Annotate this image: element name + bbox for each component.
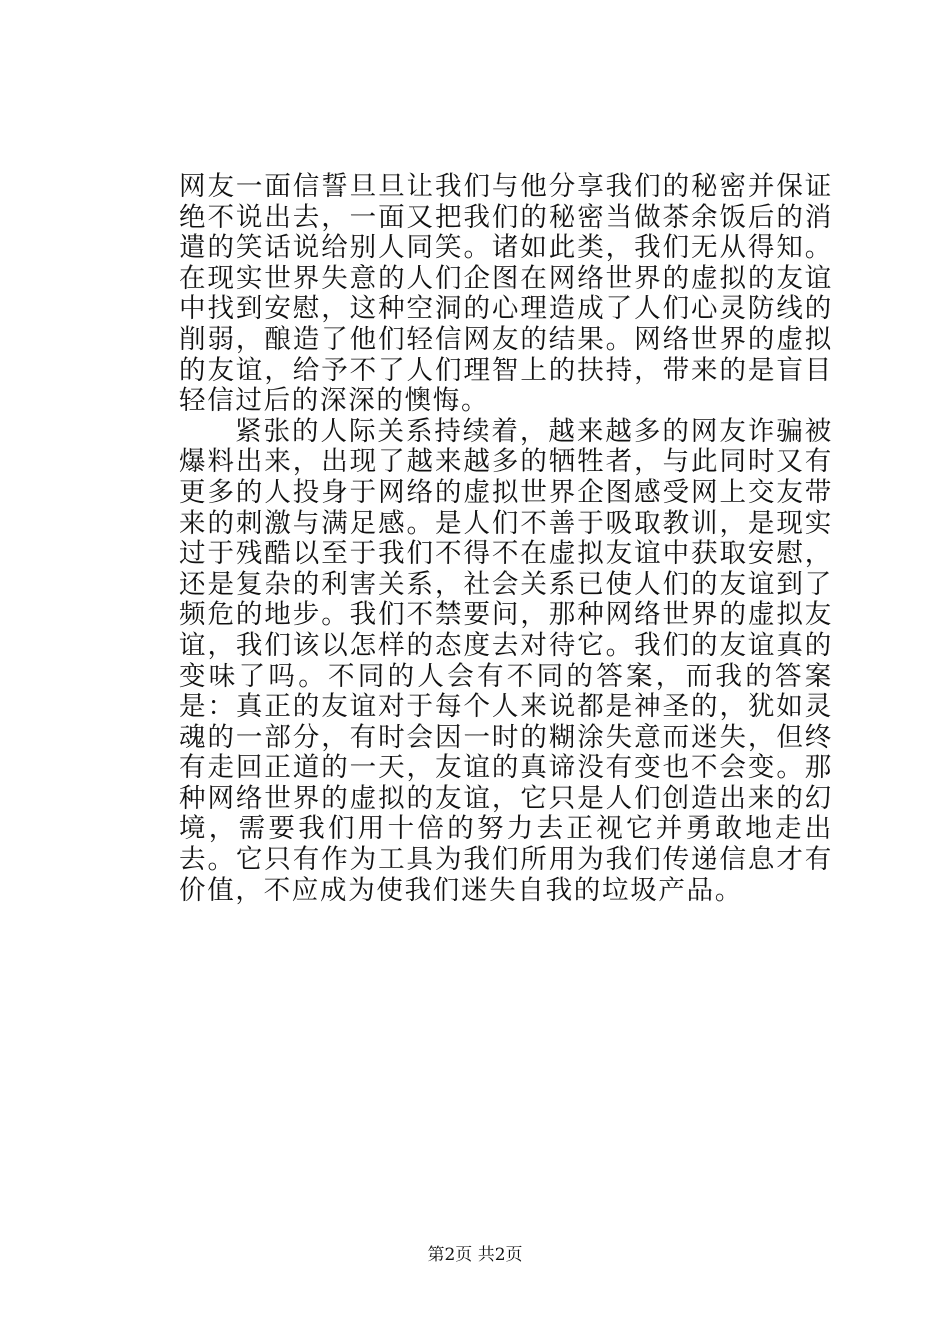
paragraph-2: 紧张的人际关系持续着，越来越多的网友诈骗被爆料出来，出现了越来越多的牺牲者，与此同时又有更多的人投身于网络的虚拟世界企图感受网上交友带来的刺激与满足感。是人们不善于吸取教训，是现实过于残酷以至于我们不得不在虚拟友谊中获取安慰，还是复杂的利害关系，社会关系已使人们的友谊到了频危的地步。我们不禁要问，那种网络世界的虚拟友谊，我们该以怎样的态度去对待它。我们的友谊真的变味了吗。不同的人会有不同的答案，而我的答案是：真正的友谊对于每个人来说都是神圣的，犹如灵魂的一部分，有时会因一时的糊涂失意而迷失，但终有走回正道的一天，友谊的真谛没有变也不会变。那种网络世界的虚拟的友谊，它只是人们创造出来的幻境，需要我们用十倍的努力去正视它并勇敢地走出去。它只有作为工具为我们所用为我们传递信息才有价值，不应成为使我们迷失自我的垃圾产品。 bbox=[179, 415, 833, 906]
page-footer bbox=[0, 1245, 950, 1265]
body-text bbox=[179, 172, 833, 906]
page-number: 第2页 共2页 bbox=[427, 1245, 523, 1265]
paragraph-1: 网友一面信誓旦旦让我们与他分享我们的秘密并保证绝不说出去，一面又把我们的秘密当做茶余饭后的消遣的笑话说给别人同笑。诸如此类，我们无从得知。在现实世界失意的人们企图在网络世界的虚拟的友谊中找到安慰，这种空洞的心理造成了人们心灵防线的削弱，酿造了他们轻信网友的结果。网络世界的虚拟的友谊，给予不了人们理智上的扶持，带来的是盲目轻信过后的深深的懊悔。 bbox=[179, 171, 833, 417]
